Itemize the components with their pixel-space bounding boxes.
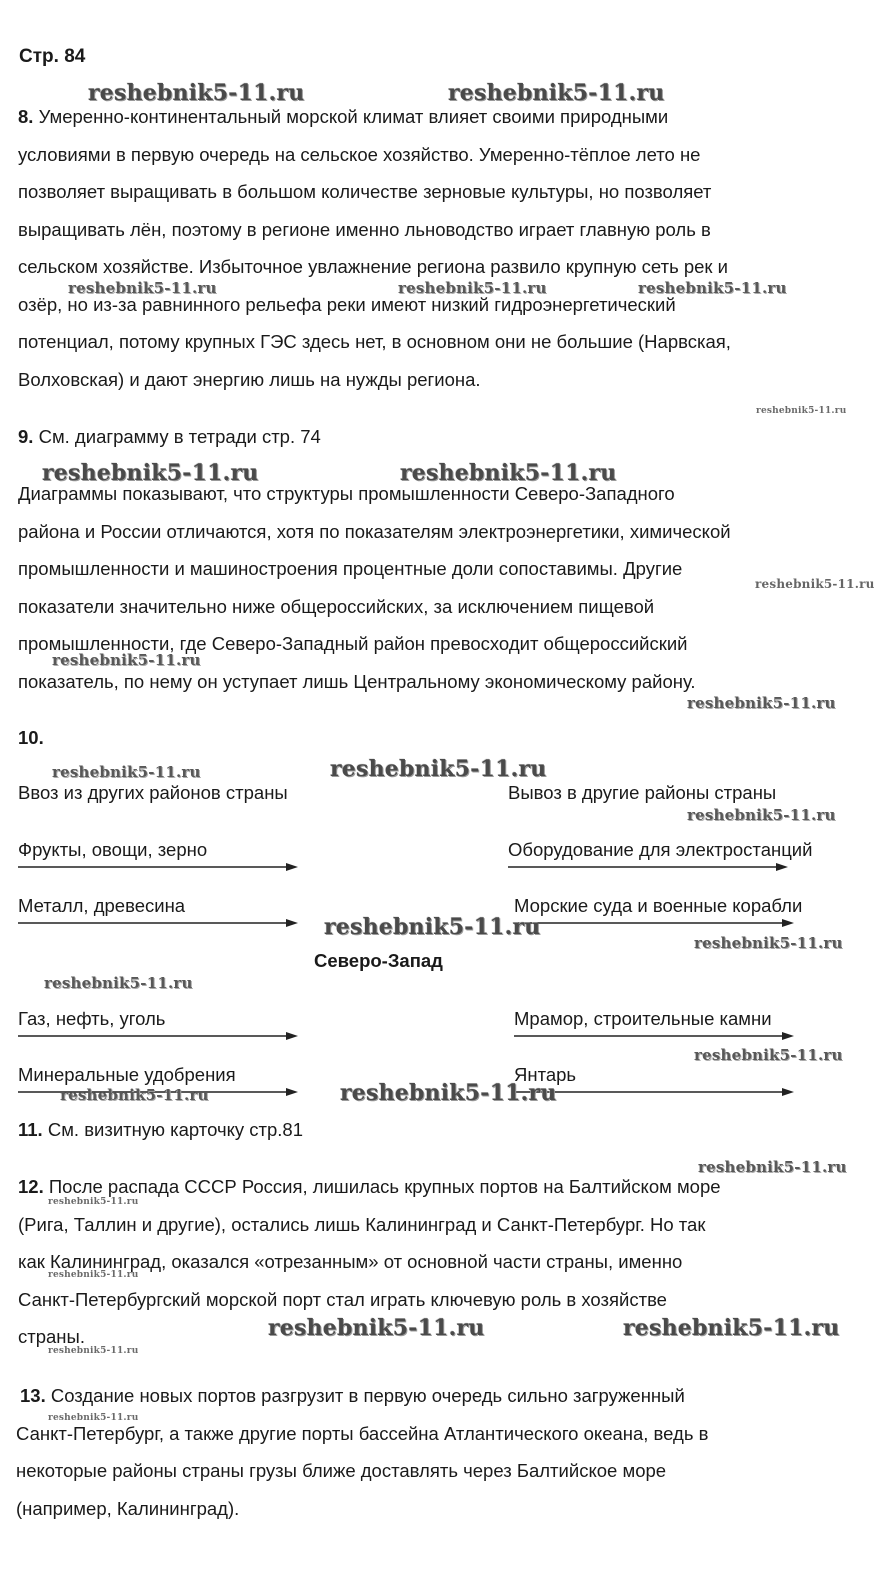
export-item-label: Оборудование для электростанций (508, 839, 813, 860)
watermark: reshebnik5-11.ru (340, 1080, 557, 1106)
answer-9 (18, 475, 873, 700)
answer-9-heading: 9. См. диаграмму в тетради стр. 74 (18, 426, 321, 447)
watermark: reshebnik5-11.ru (52, 763, 201, 781)
watermark: reshebnik5-11.ru (694, 934, 843, 952)
watermark: reshebnik5-11.ru (68, 279, 217, 297)
answer-13-line-2: Санкт-Петербург, а также другие порты бассейна Атлантического океана, ведь в (16, 1422, 709, 1444)
watermark: reshebnik5-11.ru (638, 279, 787, 297)
watermark: reshebnik5-11.ru (42, 460, 259, 486)
answer-13-line-3: некоторые районы страны грузы ближе доставлять через Балтийское море (16, 1460, 667, 1481)
watermark: reshebnik5-11.ru (268, 1315, 485, 1341)
answer-8 (18, 98, 873, 398)
answer-12-line-3: как Калининград, оказался «отрезанным» от основной части страны, именно (18, 1251, 683, 1272)
answer-9-line-2: района и России отличаются, хотя по показателям электроэнергетики, химической (18, 520, 731, 542)
answer-12-line-5: страны. (18, 1326, 85, 1347)
export-item-2 (514, 894, 803, 934)
import-item-1 (18, 838, 303, 878)
answer-9-line-3: промышленности и машиностроения процентные доли сопоставимы. Другие (18, 558, 683, 579)
import-item-label: Металл, древесина (18, 895, 186, 916)
export-item-label: Янтарь (514, 1064, 577, 1085)
watermark: reshebnik5-11.ru (48, 1346, 139, 1356)
watermark: reshebnik5-11.ru (324, 914, 541, 940)
watermark: reshebnik5-11.ru (48, 1197, 139, 1207)
watermark: reshebnik5-11.ru (52, 651, 201, 669)
watermark: reshebnik5-11.ru (623, 1315, 840, 1341)
watermark: reshebnik5-11.ru (88, 80, 305, 106)
arrow-right-icon (514, 1031, 794, 1041)
watermark: reshebnik5-11.ru (698, 1158, 847, 1176)
answer-13-number: 13. (20, 1385, 46, 1406)
answer-13-line-1: 13. Создание новых портов разгрузит в первую очередь сильно загруженный (20, 1385, 685, 1406)
watermark: reshebnik5-11.ru (694, 1046, 843, 1064)
watermark: reshebnik5-11.ru (400, 460, 617, 486)
arrow-right-icon (18, 862, 298, 872)
arrow-right-icon (18, 1087, 298, 1097)
import-item-label: Газ, нефть, уголь (18, 1008, 166, 1029)
import-header: Ввоз из других районов страны (18, 782, 288, 803)
import-item-2 (18, 894, 303, 934)
answer-8-line-7: потенциал, потому крупных ГЭС здесь нет, в основном они не большие (Нарвская, (18, 331, 731, 352)
answer-13-line-4: (например, Калининград). (16, 1497, 240, 1519)
answer-12-line-4: Санкт-Петербургский морской порт стал играть ключевую роль в хозяйстве (18, 1288, 667, 1310)
answer-8-line-2: условиями в первую очередь на сельское хозяйство. Умеренно-тёплое лето не (18, 143, 701, 165)
watermark: reshebnik5-11.ru (687, 806, 836, 824)
answer-9-line-6: показатель, по нему он уступает лишь Центральному экономическому району. (18, 670, 696, 692)
watermark: reshebnik5-11.ru (60, 1086, 209, 1104)
watermark: reshebnik5-11.ru (48, 1270, 139, 1280)
answer-11: 11. См. визитную карточку стр.81 (18, 1119, 304, 1140)
page-number: Стр. 84 (19, 46, 86, 67)
arrow-right-icon (18, 918, 298, 928)
arrow-right-icon (508, 862, 788, 872)
arrow-right-icon (18, 1031, 298, 1041)
answer-8-line-5: сельском хозяйстве. Избыточное увлажнение региона развило крупную сеть рек и (18, 256, 728, 277)
export-item-label: Мрамор, строительные камни (514, 1008, 772, 1029)
watermark: reshebnik5-11.ru (398, 279, 547, 297)
answer-10-number: 10. (18, 727, 44, 748)
answer-9-line-5: промышленности, где Северо-Западный район превосходит общероссийский (18, 633, 688, 654)
answer-8-line-1: 8. Умеренно-континентальный морской климат влияет своими природными (18, 106, 669, 127)
watermark: reshebnik5-11.ru (448, 80, 665, 106)
import-item-label: Фрукты, овощи, зерно (18, 839, 208, 860)
export-item-4 (514, 1063, 799, 1103)
import-item-label: Минеральные удобрения (18, 1064, 236, 1085)
answer-9-line-4: показатели значительно ниже общероссийских, за исключением пищевой (18, 595, 655, 617)
answer-8-line-3: позволяет выращивать в большом количестве зерновые культуры, но позволяет (18, 181, 712, 202)
watermark: reshebnik5-11.ru (756, 406, 847, 416)
answer-8-line-4: выращивать лён, поэтому в регионе именно льноводство играет главную роль в (18, 218, 711, 240)
import-item-3 (18, 1007, 303, 1047)
arrow-right-icon (514, 1087, 794, 1097)
arrow-right-icon (514, 918, 794, 928)
answer-8-line-6: озёр, но из-за равнинного рельефа реки имеют низкий гидроэнергетический (18, 293, 676, 315)
answer-12-number: 12. (18, 1176, 44, 1197)
export-item-1 (508, 838, 813, 878)
answer-13 (16, 1377, 873, 1527)
answer-9-line-1: Диаграммы показывают, что структуры промышленности Северо-Западного (18, 483, 675, 504)
answer-10-heading (18, 719, 44, 757)
answer-12-line-1: 12. После распада СССР Россия, лишилась крупных портов на Балтийском море (18, 1176, 721, 1197)
export-item-label: Морские суда и военные корабли (514, 895, 803, 916)
answer-8-line-8: Волховская) и дают энергию лишь на нужды региона. (18, 368, 481, 390)
watermark: reshebnik5-11.ru (330, 756, 547, 782)
watermark: reshebnik5-11.ru (687, 694, 836, 712)
watermark: reshebnik5-11.ru (48, 1413, 139, 1423)
import-item-4 (18, 1063, 303, 1103)
answer-9-number: 9. (18, 426, 34, 447)
answer-11-number: 11. (18, 1119, 43, 1140)
export-item-3 (514, 1007, 799, 1047)
watermark: reshebnik5-11.ru (44, 974, 193, 992)
watermark: reshebnik5-11.ru (755, 577, 875, 591)
answer-12-line-2: (Рига, Таллин и другие), остались лишь Калининград и Санкт-Петербург. Но так (18, 1213, 706, 1235)
answer-8-number: 8. (18, 106, 34, 127)
center-region-label: Северо-Запад (314, 950, 443, 971)
export-header: Вывоз в другие районы страны (508, 782, 777, 803)
answer-12 (18, 1168, 873, 1356)
